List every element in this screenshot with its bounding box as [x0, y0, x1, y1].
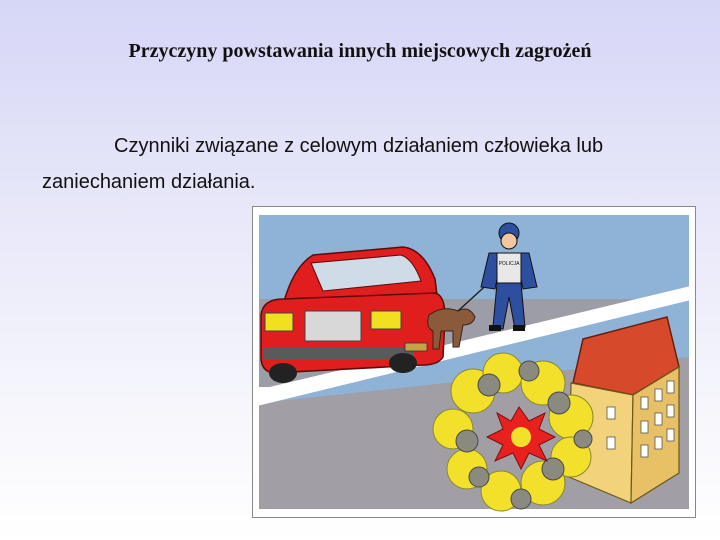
- explosion-illustration: [253, 207, 695, 517]
- police-badge-text: POLICJA: [498, 261, 520, 267]
- slide-body-text: Czynniki związane z celowym działaniem człowieka lub zaniechaniem działania.: [42, 135, 604, 193]
- slide-title: Przyczyny powstawania innych miejscowych zagrożeń: [128, 40, 592, 62]
- illustration-panel: [252, 206, 696, 518]
- slide-body: [42, 128, 682, 200]
